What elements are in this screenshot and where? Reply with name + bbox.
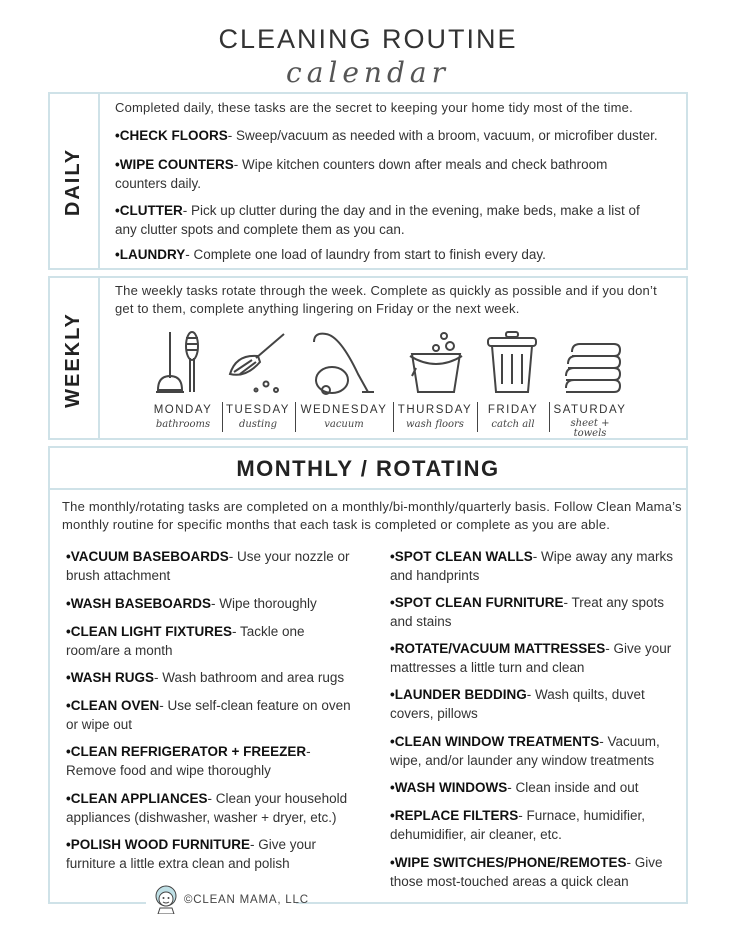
weekly-task: catch all: [491, 419, 535, 430]
daily-item: •LAUNDRY- Complete one load of laundry from start to finish every day.: [115, 247, 546, 262]
weekly-day: WEDNESDAY: [300, 404, 388, 416]
monthly-item: •CLEAN APPLIANCES- Clean your household appliances (dishwasher, washer + dryer, etc.): [66, 791, 348, 825]
weekly-task: bathrooms: [155, 419, 211, 430]
monthly-item: •SPOT CLEAN FURNITURE- Treat any spots and stains: [390, 595, 665, 629]
monthly-item: •ROTATE/VACUUM MATTRESSES- Give your mattresses a little turn and clean: [390, 641, 672, 675]
weekly-day: FRIDAY: [487, 404, 539, 416]
bucket-icon: [406, 328, 466, 396]
monthly-item: •REPLACE FILTERS- Furnace, humidifier, dehumidifier, air cleaner, etc.: [390, 808, 646, 842]
trash-can-icon: [484, 328, 540, 396]
weekly-day: SATURDAY: [553, 404, 627, 416]
monthly-item: •CLEAN WINDOW TREATMENTS- Vacuum, wipe, and/or launder any window treatments: [390, 734, 660, 768]
copyright: ©CLEAN MAMA, LLC: [184, 894, 309, 906]
monthly-heading: MONTHLY / ROTATING: [236, 456, 500, 481]
monthly-item: •WASH RUGS- Wash bathroom and area rugs: [66, 670, 345, 685]
monthly-item: •POLISH WOOD FURNITURE- Give your furniture a little extra clean and polish: [66, 837, 317, 871]
vacuum-cleaner-icon: [306, 328, 376, 396]
daily-intro: Completed daily, these tasks are the secret to keeping your home tidy most of the time.: [115, 100, 633, 115]
daily-item: •CLUTTER- Pick up clutter during the day and in the evening, make beds, make a list of any clutter spots and complete them as you can.: [115, 203, 640, 237]
weekly-task: dusting: [238, 419, 278, 430]
monthly-item: •WASH WINDOWS- Clean inside and out: [390, 780, 639, 795]
monthly-item: •CLEAN OVEN- Use self-clean feature on oven or wipe out: [66, 698, 351, 732]
weekly-day: TUESDAY: [226, 404, 290, 416]
monthly-item: •LAUNDER BEDDING- Wash quilts, duvet covers, pillows: [390, 687, 645, 721]
folded-towels-icon: [562, 328, 622, 396]
weekly-day: THURSDAY: [397, 404, 473, 416]
page-subtitle: calendar: [286, 56, 450, 89]
feather-duster-icon: [226, 328, 290, 396]
toilet-brush-plunger-icon: [150, 328, 210, 396]
page-title: CLEANING ROUTINE: [218, 24, 518, 54]
weekly-task: wash floors: [406, 419, 464, 430]
monthly-intro: The monthly/rotating tasks are completed on a monthly/bi-monthly/quarterly basis. Follow Clean Mama’s monthly routine for specific months that each task is completed or complete as you are able.: [62, 499, 682, 532]
monthly-item: •WIPE SWITCHES/PHONE/REMOTES- Give those most-touched areas a quick clean: [390, 855, 663, 889]
weekly-intro: The weekly tasks rotate through the week. Complete as quickly as possible and if you don’t get to them, complete anything lingering on Friday or the next week.: [115, 283, 657, 316]
monthly-item: •SPOT CLEAN WALLS- Wipe away any marks and handprints: [390, 549, 674, 583]
weekly-task: sheet + towels: [570, 418, 610, 439]
weekly-label: WEEKLY: [62, 312, 84, 408]
monthly-header-divider: [48, 488, 688, 490]
daily-label: DAILY: [62, 147, 84, 217]
weekly-day: MONDAY: [153, 404, 213, 416]
monthly-item: •WASH BASEBOARDS- Wipe thoroughly: [66, 596, 317, 611]
daily-item: •CHECK FLOORS- Sweep/vacuum as needed with a broom, vacuum, or microfiber duster.: [115, 128, 658, 143]
clean-mama-logo-icon: [152, 884, 180, 914]
monthly-item: •CLEAN REFRIGERATOR + FREEZER- Remove food and wipe thoroughly: [66, 744, 311, 778]
daily-item: •WIPE COUNTERS- Wipe kitchen counters down after meals and check bathroom counters daily.: [115, 157, 608, 191]
monthly-item: •VACUUM BASEBOARDS- Use your nozzle or brush attachment: [66, 549, 350, 583]
monthly-item: •CLEAN LIGHT FIXTURES- Tackle one room/are a month: [66, 624, 305, 658]
weekly-task: vacuum: [324, 419, 364, 430]
